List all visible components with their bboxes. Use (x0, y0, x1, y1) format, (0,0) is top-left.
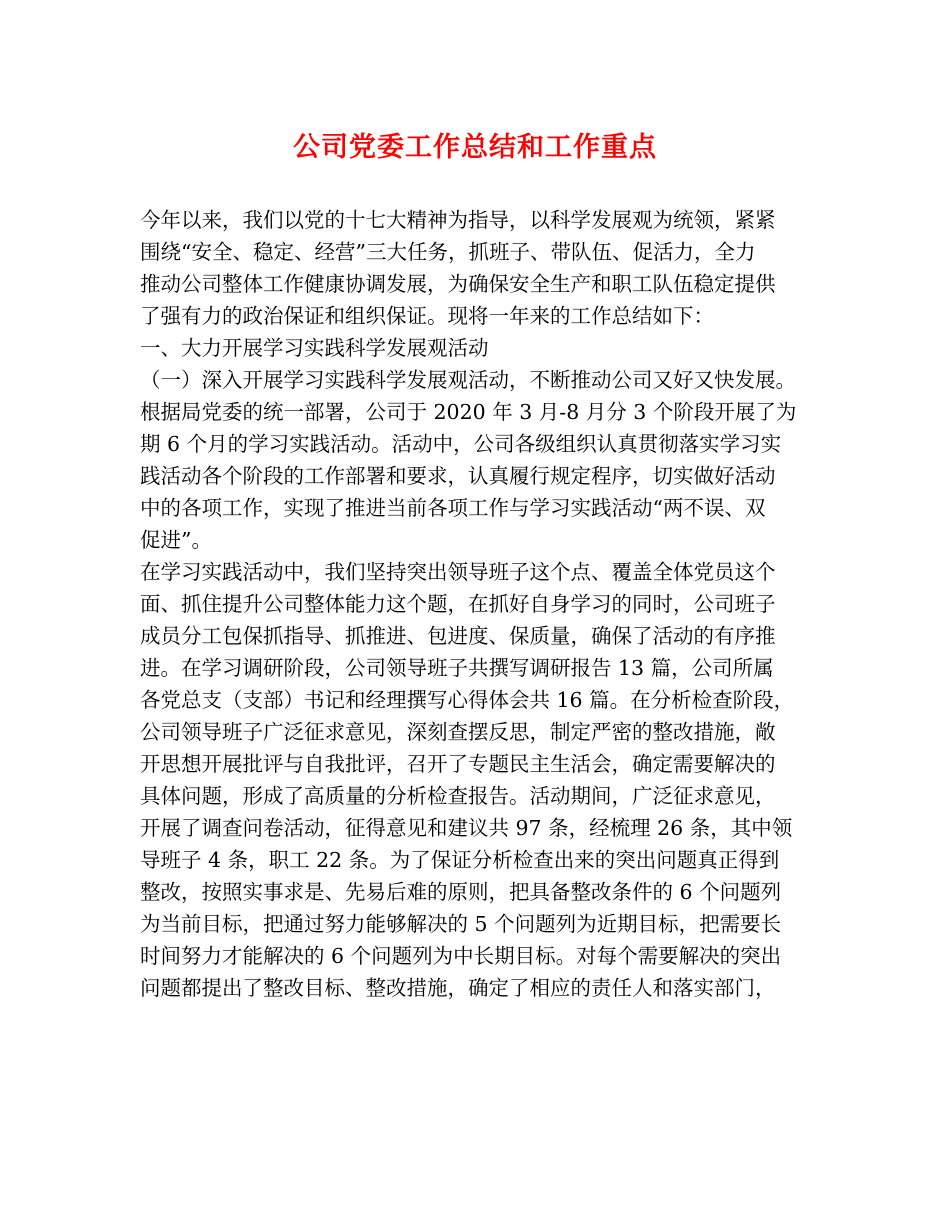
body-line: 公司领导班子广泛征求意见，深刻查摆反思，制定严密的整改措施，敞 (140, 720, 776, 744)
body-line: 各党总支（支部）书记和经理撰写心得体会共 16 篇。在分析检查阶段， (140, 688, 795, 712)
body-line: 中的各项工作，实现了推进当前各项工作与学习实践活动“两不误、双 (140, 496, 766, 520)
body-line: 在学习实践活动中，我们坚持突出领导班子这个点、覆盖全体党员这个 (140, 560, 776, 584)
body-line: 了强有力的政治保证和组织保证。现将一年来的工作总结如下： (140, 304, 714, 328)
body-line: 今年以来，我们以党的十七大精神为指导，以科学发展观为统领，紧紧 (140, 208, 776, 232)
body-line: 导班子 4 条，职工 22 条。为了保证分析检查出来的突出问题真正得到 (140, 848, 780, 872)
body-line: 开思想开展批评与自我批评，召开了专题民主生活会，确定需要解决的 (140, 752, 776, 776)
body-line: 成员分工包保抓指导、抓推进、包进度、保质量，确保了活动的有序推 (140, 624, 776, 648)
body-line: 践活动各个阶段的工作部署和要求，认真履行规定程序，切实做好活动 (140, 464, 776, 488)
document-body (140, 204, 830, 1004)
body-line: 开展了调查问卷活动，征得意见和建议共 97 条，经梳理 26 条，其中领 (140, 816, 793, 840)
body-line: 期 6 个月的学习实践活动。活动中，公司各级组织认真贯彻落实学习实 (140, 432, 782, 456)
body-line: 面、抓住提升公司整体能力这个题，在抓好自身学习的同时，公司班子 (140, 592, 776, 616)
body-line: 具体问题，形成了高质量的分析检查报告。活动期间，广泛征求意见， (140, 784, 776, 808)
subsection-heading: （一）深入开展学习实践科学发展观活动，不断推动公司又好又快发展。 (140, 368, 796, 392)
body-line: 时间努力才能解决的 6 个问题列为中长期目标。对每个需要解决的突出 (140, 944, 782, 968)
body-line: 促进”。 (140, 528, 212, 552)
body-line: 根据局党委的统一部署，公司于 2020 年 3 月-8 月分 3 个阶段开展了为 (140, 400, 797, 424)
body-line: 推动公司整体工作健康协调发展，为确保安全生产和职工队伍稳定提供 (140, 272, 776, 296)
document-title: 公司党委工作总结和工作重点 (293, 132, 657, 163)
body-line: 为当前目标，把通过努力能够解决的 5 个问题列为近期目标，把需要长 (140, 912, 782, 936)
body-line: 围绕“安全、稳定、经营”三大任务，抓班子、带队伍、促活力，全力 (140, 240, 756, 264)
body-line: 整改，按照实事求是、先易后难的原则，把具备整改条件的 6 个问题列 (140, 880, 782, 904)
section-heading: 一、大力开展学习实践科学发展观活动 (140, 336, 489, 360)
body-line: 问题都提出了整改目标、整改措施，确定了相应的责任人和落实部门， (140, 976, 776, 1000)
body-line: 进。在学习调研阶段，公司领导班子共撰写调研报告 13 篇，公司所属 (140, 656, 774, 680)
